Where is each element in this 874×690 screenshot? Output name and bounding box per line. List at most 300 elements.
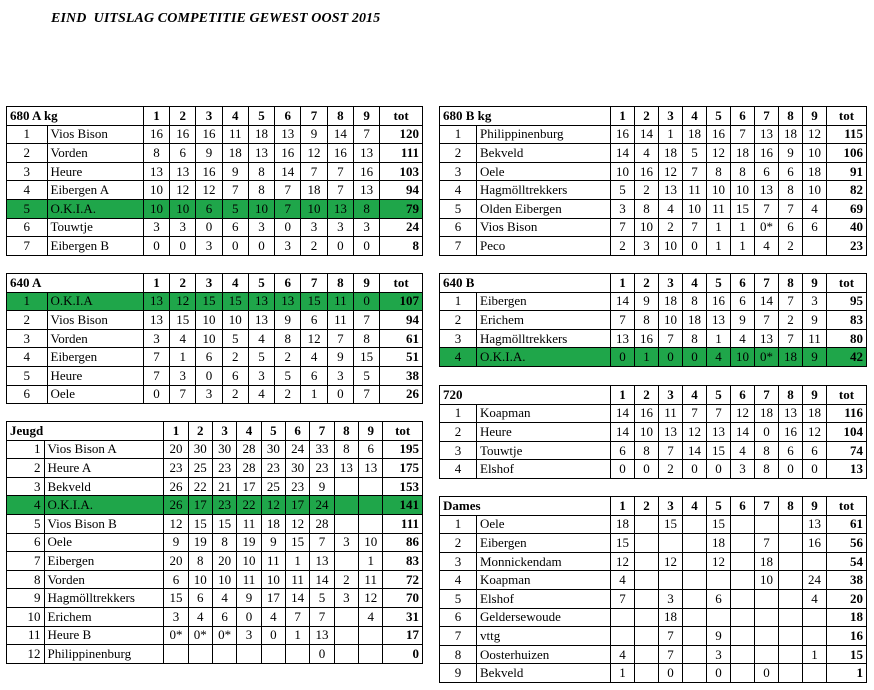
- score-cell: 15: [659, 515, 683, 534]
- score-cell: 7: [611, 589, 635, 608]
- total-cell: 54: [827, 552, 867, 571]
- score-cell: 7: [659, 645, 683, 664]
- team-name-cell: Oele: [477, 162, 611, 181]
- score-cell: 3: [635, 237, 659, 256]
- header-round: 6: [275, 274, 301, 293]
- table-640b: [439, 273, 867, 367]
- score-cell: 11: [237, 570, 261, 589]
- score-cell: 0: [803, 460, 827, 479]
- score-cell: 30: [188, 440, 212, 459]
- score-cell: 5: [248, 348, 274, 367]
- table-row: [7, 570, 423, 589]
- score-cell: 14: [755, 292, 779, 311]
- rank-cell: 1: [440, 292, 477, 311]
- team-name-cell: Heure B: [44, 626, 164, 645]
- rank-cell: 5: [7, 514, 45, 533]
- team-name-cell: Eibergen: [477, 534, 611, 553]
- score-cell: 13: [755, 125, 779, 144]
- score-cell: 15: [222, 292, 248, 311]
- table-row: [7, 144, 423, 163]
- total-cell: 23: [827, 237, 867, 256]
- score-cell: 10: [196, 311, 222, 330]
- score-cell: 3: [301, 218, 327, 237]
- score-cell: 7: [310, 607, 334, 626]
- header-round: 1: [164, 422, 188, 441]
- header-round: 8: [779, 274, 803, 293]
- header-round: 2: [635, 386, 659, 405]
- score-cell: 0: [196, 366, 222, 385]
- table-row: [7, 311, 423, 330]
- score-cell: 6: [212, 607, 236, 626]
- header-round: 2: [635, 107, 659, 126]
- score-cell: 15: [188, 514, 212, 533]
- team-name-cell: Hagmölltrekkers: [477, 181, 611, 200]
- table-row: [440, 311, 867, 330]
- score-cell: 24: [285, 440, 309, 459]
- score-cell: 6: [755, 162, 779, 181]
- rank-cell: 12: [7, 645, 45, 664]
- score-cell: 11: [327, 292, 353, 311]
- header-round: 9: [353, 107, 379, 126]
- score-cell: 25: [261, 477, 285, 496]
- team-name-cell: Eibergen A: [47, 181, 143, 200]
- team-name-cell: Heure: [47, 366, 143, 385]
- rank-cell: 2: [440, 144, 477, 163]
- score-cell: [635, 627, 659, 646]
- score-cell: 8: [248, 162, 274, 181]
- score-cell: 8: [707, 162, 731, 181]
- rank-cell: 3: [7, 329, 48, 348]
- score-cell: [779, 534, 803, 553]
- header-round: 7: [755, 107, 779, 126]
- score-cell: 0: [143, 237, 169, 256]
- score-cell: 12: [261, 496, 285, 515]
- team-name-cell: Bekveld: [44, 477, 164, 496]
- table-row: [440, 608, 867, 627]
- score-cell: 11: [327, 311, 353, 330]
- total-cell: 38: [380, 366, 423, 385]
- score-cell: 15: [164, 589, 188, 608]
- table-row: [7, 552, 423, 571]
- score-cell: 4: [261, 607, 285, 626]
- score-cell: 11: [285, 570, 309, 589]
- total-cell: 15: [827, 645, 867, 664]
- rank-cell: 2: [440, 423, 477, 442]
- score-cell: [755, 645, 779, 664]
- score-cell: 9: [327, 348, 353, 367]
- header-round: 5: [707, 386, 731, 405]
- score-cell: 17: [261, 589, 285, 608]
- rank-cell: 3: [440, 441, 477, 460]
- score-cell: 3: [803, 292, 827, 311]
- header-round: 4: [683, 274, 707, 293]
- score-cell: 4: [803, 589, 827, 608]
- header-round: 4: [222, 274, 248, 293]
- header-round: 9: [353, 274, 379, 293]
- total-cell: 94: [380, 311, 423, 330]
- score-cell: 18: [803, 162, 827, 181]
- team-name-cell: Koapman: [477, 404, 611, 423]
- table-row: [7, 645, 423, 664]
- header-round: 3: [659, 274, 683, 293]
- table-row: [7, 348, 423, 367]
- score-cell: 6: [779, 218, 803, 237]
- score-cell: 3: [164, 607, 188, 626]
- score-cell: 15: [353, 348, 379, 367]
- header-round: 3: [659, 107, 683, 126]
- score-cell: 6: [222, 366, 248, 385]
- score-cell: 18: [301, 181, 327, 200]
- score-cell: 2: [275, 348, 301, 367]
- score-cell: 8: [334, 440, 358, 459]
- table-label: 640 A: [7, 274, 144, 293]
- score-cell: 3: [275, 237, 301, 256]
- score-cell: 7: [755, 534, 779, 553]
- rank-cell: 2: [7, 459, 45, 478]
- total-cell: 70: [383, 589, 423, 608]
- score-cell: 14: [611, 292, 635, 311]
- rank-cell: 4: [7, 348, 48, 367]
- score-cell: 14: [285, 589, 309, 608]
- total-cell: 74: [827, 441, 867, 460]
- score-cell: 3: [353, 218, 379, 237]
- score-cell: 11: [659, 404, 683, 423]
- score-cell: 24: [803, 571, 827, 590]
- table-header-row: [440, 274, 867, 293]
- score-cell: 1: [301, 385, 327, 404]
- header-round: 5: [707, 274, 731, 293]
- score-cell: 0: [611, 348, 635, 367]
- score-cell: 8: [353, 199, 379, 218]
- table-row: [440, 460, 867, 479]
- score-cell: 23: [285, 477, 309, 496]
- table-row: [7, 181, 423, 200]
- score-cell: 3: [327, 218, 353, 237]
- rank-cell: 4: [440, 181, 477, 200]
- score-cell: 10: [659, 311, 683, 330]
- rank-cell: 5: [7, 199, 48, 218]
- team-name-cell: Monnickendam: [477, 552, 611, 571]
- score-cell: 4: [248, 329, 274, 348]
- team-name-cell: Koapman: [477, 571, 611, 590]
- score-cell: 30: [212, 440, 236, 459]
- score-cell: [635, 534, 659, 553]
- score-cell: 0: [196, 218, 222, 237]
- score-cell: 13: [248, 144, 274, 163]
- score-cell: 1: [659, 125, 683, 144]
- score-cell: 10: [143, 181, 169, 200]
- score-cell: 33: [310, 440, 334, 459]
- score-cell: 3: [143, 218, 169, 237]
- header-round: 7: [301, 107, 327, 126]
- table-label: 640 B: [440, 274, 611, 293]
- score-cell: 4: [731, 329, 755, 348]
- rank-cell: 6: [7, 533, 45, 552]
- score-cell: 0*: [188, 626, 212, 645]
- team-name-cell: Vios Bison A: [44, 440, 164, 459]
- total-cell: 8: [380, 237, 423, 256]
- table-label: Jeugd: [7, 422, 164, 441]
- score-cell: 13: [611, 329, 635, 348]
- score-cell: 3: [248, 218, 274, 237]
- score-cell: 2: [275, 385, 301, 404]
- table-row: [440, 664, 867, 683]
- rank-cell: 5: [7, 366, 48, 385]
- team-name-cell: Philippinenburg: [44, 645, 164, 664]
- score-cell: 20: [164, 552, 188, 571]
- score-cell: 12: [659, 162, 683, 181]
- score-cell: 18: [731, 144, 755, 163]
- score-cell: [659, 534, 683, 553]
- score-cell: 6: [731, 292, 755, 311]
- score-cell: 9: [803, 348, 827, 367]
- score-cell: 7: [353, 311, 379, 330]
- score-cell: [611, 608, 635, 627]
- score-cell: 15: [301, 292, 327, 311]
- score-cell: 26: [164, 477, 188, 496]
- header-round: 5: [707, 497, 731, 516]
- score-cell: 12: [170, 181, 196, 200]
- score-cell: 10: [222, 311, 248, 330]
- header-round: 3: [196, 107, 222, 126]
- score-cell: 0: [353, 237, 379, 256]
- score-cell: 9: [237, 589, 261, 608]
- page-title: EIND UITSLAG COMPETITIE GEWEST OOST 2015: [51, 11, 381, 26]
- score-cell: 7: [222, 181, 248, 200]
- score-cell: 18: [803, 404, 827, 423]
- score-cell: 2: [611, 237, 635, 256]
- total-cell: 86: [383, 533, 423, 552]
- score-cell: 10: [635, 423, 659, 442]
- table-row: [440, 589, 867, 608]
- score-cell: 7: [755, 199, 779, 218]
- header-round: 7: [301, 274, 327, 293]
- score-cell: 0: [683, 237, 707, 256]
- score-cell: 18: [755, 404, 779, 423]
- team-name-cell: Vios Bison B: [44, 514, 164, 533]
- score-cell: [707, 571, 731, 590]
- score-cell: 8: [779, 181, 803, 200]
- header-total: tot: [380, 274, 423, 293]
- score-cell: [334, 477, 358, 496]
- score-cell: [359, 645, 383, 664]
- table-row: [440, 218, 867, 237]
- score-cell: 9: [196, 144, 222, 163]
- team-name-cell: Hagmölltrekkers: [44, 589, 164, 608]
- team-name-cell: O.K.I.A.: [47, 199, 143, 218]
- header-total: tot: [827, 497, 867, 516]
- rank-cell: 1: [440, 404, 477, 423]
- team-name-cell: Eibergen: [477, 292, 611, 311]
- score-cell: 5: [275, 366, 301, 385]
- score-cell: 7: [327, 162, 353, 181]
- score-cell: 12: [301, 329, 327, 348]
- score-cell: 16: [170, 125, 196, 144]
- score-cell: 6: [301, 311, 327, 330]
- score-cell: 16: [707, 125, 731, 144]
- header-round: 4: [222, 107, 248, 126]
- score-cell: 14: [327, 125, 353, 144]
- score-cell: 11: [359, 570, 383, 589]
- table-row: [7, 199, 423, 218]
- table-row: [7, 626, 423, 645]
- rank-cell: 10: [7, 607, 45, 626]
- score-cell: [755, 608, 779, 627]
- score-cell: 12: [803, 125, 827, 144]
- score-cell: 30: [285, 459, 309, 478]
- table-row: [440, 627, 867, 646]
- score-cell: 11: [683, 181, 707, 200]
- score-cell: 23: [164, 459, 188, 478]
- score-cell: 5: [222, 329, 248, 348]
- score-cell: [359, 496, 383, 515]
- table-640a: [6, 273, 423, 404]
- table-row: [440, 162, 867, 181]
- total-cell: 16: [827, 627, 867, 646]
- score-cell: 12: [803, 423, 827, 442]
- rank-cell: 8: [7, 570, 45, 589]
- score-cell: 7: [353, 385, 379, 404]
- rank-cell: 2: [440, 534, 477, 553]
- team-name-cell: Peco: [477, 237, 611, 256]
- score-cell: 2: [779, 311, 803, 330]
- score-cell: 5: [611, 181, 635, 200]
- score-cell: 8: [731, 162, 755, 181]
- total-cell: 1: [827, 664, 867, 683]
- score-cell: 10: [635, 218, 659, 237]
- score-cell: 12: [359, 589, 383, 608]
- score-cell: [334, 552, 358, 571]
- rank-cell: 7: [440, 627, 477, 646]
- score-cell: 0: [707, 460, 731, 479]
- rank-cell: 1: [440, 515, 477, 534]
- table-680a: [6, 106, 423, 256]
- score-cell: 8: [188, 552, 212, 571]
- score-cell: [683, 664, 707, 683]
- score-cell: 3: [196, 385, 222, 404]
- score-cell: 20: [212, 552, 236, 571]
- score-cell: 16: [635, 162, 659, 181]
- rank-cell: 3: [440, 162, 477, 181]
- total-cell: 40: [827, 218, 867, 237]
- table-row: [440, 552, 867, 571]
- score-cell: [683, 515, 707, 534]
- score-cell: 10: [188, 570, 212, 589]
- header-round: 8: [779, 386, 803, 405]
- header-round: 4: [683, 497, 707, 516]
- table-row: [7, 329, 423, 348]
- score-cell: 8: [683, 292, 707, 311]
- score-cell: [779, 627, 803, 646]
- score-cell: 7: [275, 181, 301, 200]
- score-cell: 10: [803, 181, 827, 200]
- score-cell: 6: [803, 441, 827, 460]
- score-cell: 9: [635, 292, 659, 311]
- score-cell: [803, 664, 827, 683]
- header-round: 4: [683, 386, 707, 405]
- table-row: [7, 440, 423, 459]
- score-cell: 15: [731, 199, 755, 218]
- team-name-cell: Heure: [47, 162, 143, 181]
- header-round: 7: [310, 422, 334, 441]
- score-cell: 0*: [755, 348, 779, 367]
- rank-cell: 9: [440, 664, 477, 683]
- table-row: [440, 292, 867, 311]
- score-cell: 16: [803, 534, 827, 553]
- score-cell: 1: [731, 218, 755, 237]
- score-cell: [359, 514, 383, 533]
- score-cell: 7: [683, 218, 707, 237]
- score-cell: 13: [755, 329, 779, 348]
- total-cell: 26: [380, 385, 423, 404]
- team-name-cell: vttg: [477, 627, 611, 646]
- score-cell: 4: [611, 645, 635, 664]
- table-row: [440, 348, 867, 367]
- score-cell: 16: [611, 125, 635, 144]
- score-cell: 21: [212, 477, 236, 496]
- rank-cell: 2: [7, 144, 48, 163]
- score-cell: 1: [707, 237, 731, 256]
- header-round: 3: [212, 422, 236, 441]
- header-round: 1: [611, 107, 635, 126]
- score-cell: 9: [275, 311, 301, 330]
- score-cell: [237, 645, 261, 664]
- header-round: 1: [143, 107, 169, 126]
- score-cell: 13: [143, 162, 169, 181]
- total-cell: 175: [383, 459, 423, 478]
- score-cell: 4: [188, 607, 212, 626]
- score-cell: 14: [683, 441, 707, 460]
- rank-cell: 3: [440, 329, 477, 348]
- total-cell: 104: [827, 423, 867, 442]
- total-cell: 82: [827, 181, 867, 200]
- total-cell: 103: [380, 162, 423, 181]
- header-round: 3: [659, 386, 683, 405]
- score-cell: 0: [659, 664, 683, 683]
- score-cell: 7: [327, 181, 353, 200]
- score-cell: 6: [359, 440, 383, 459]
- score-cell: 4: [659, 199, 683, 218]
- header-round: 4: [237, 422, 261, 441]
- score-cell: 12: [164, 514, 188, 533]
- score-cell: 13: [779, 404, 803, 423]
- header-round: 6: [731, 386, 755, 405]
- header-round: 2: [170, 274, 196, 293]
- score-cell: [164, 645, 188, 664]
- score-cell: 23: [212, 496, 236, 515]
- table-row: [7, 533, 423, 552]
- score-cell: [803, 552, 827, 571]
- header-round: 5: [261, 422, 285, 441]
- score-cell: 8: [683, 329, 707, 348]
- score-cell: 0: [635, 460, 659, 479]
- score-cell: 16: [196, 125, 222, 144]
- team-name-cell: Oele: [477, 515, 611, 534]
- team-name-cell: Eibergen B: [47, 237, 143, 256]
- score-cell: 10: [170, 199, 196, 218]
- total-cell: 17: [383, 626, 423, 645]
- score-cell: [212, 645, 236, 664]
- team-name-cell: Heure A: [44, 459, 164, 478]
- rank-cell: 1: [7, 440, 45, 459]
- total-cell: 95: [827, 292, 867, 311]
- score-cell: 1: [635, 348, 659, 367]
- score-cell: 3: [334, 589, 358, 608]
- total-cell: 107: [380, 292, 423, 311]
- table-row: [7, 125, 423, 144]
- score-cell: 12: [170, 292, 196, 311]
- score-cell: [731, 664, 755, 683]
